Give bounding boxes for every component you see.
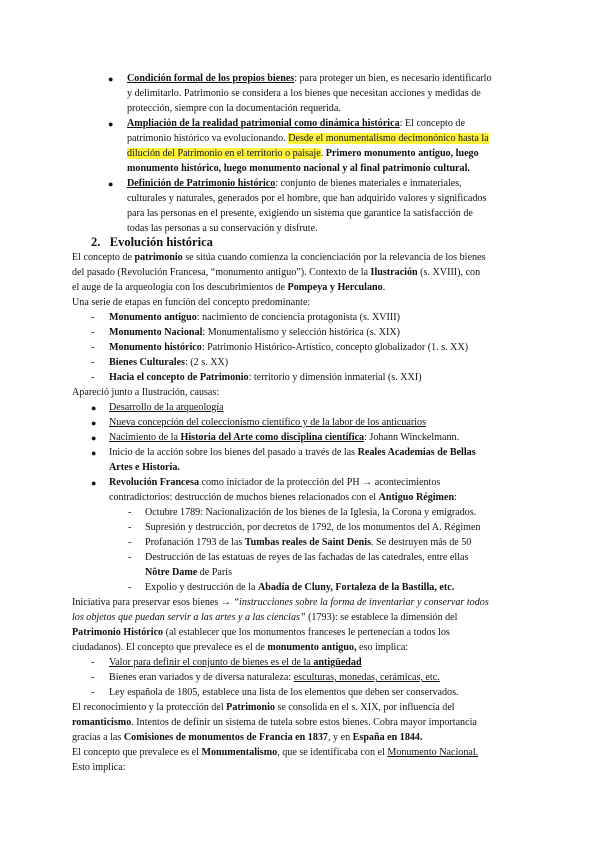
text: como iniciador de la protección del PH → acontecimientos — [199, 477, 441, 488]
list-item — [109, 340, 468, 355]
dash-marker: - — [91, 657, 95, 668]
dash-marker: - — [91, 372, 95, 383]
dash-marker: - — [91, 312, 95, 323]
text: Expolio y destrucción de la — [145, 582, 258, 593]
list-item — [109, 355, 228, 370]
text-line: Artes e Historia. — [109, 462, 180, 473]
dash-marker: - — [91, 687, 95, 698]
text: Valor para definir el conjunto de bienes es el de la — [109, 657, 314, 668]
bullet-dot: ● — [91, 478, 97, 488]
text: : Monumentalismo y selección histórica (s. XIX) — [202, 327, 401, 338]
text: esculturas, monedas, cerámicas, etc. — [293, 672, 440, 683]
bullet-dot: ● — [108, 119, 114, 129]
text-line: Una serie de etapas en función del concepto predominante: — [72, 297, 311, 308]
text: se consolida en el s. XIX, por influencia del — [274, 702, 455, 713]
bullet-dot: ● — [91, 403, 97, 413]
text: del pasado (Revolución Francesa, “monumento antiguo”). Contexto de la — [72, 267, 371, 278]
highlighted-text: dilución del Patrimonio en el territorio o paisaje — [127, 148, 321, 159]
list-item: Octubre 1789: Nacionalización de los bienes de la Iglesia, la Corona y emigrados. — [145, 507, 477, 518]
text-line: culturales y naturales, generados por el hombre, que han adquirido valores y significados — [127, 193, 487, 204]
text: : El concepto de — [399, 118, 465, 129]
text: : Patrimonio Histórico-Artístico, concepto globalizador (1. s. XX) — [201, 342, 469, 353]
text: Profanación 1793 de las — [145, 537, 245, 548]
text: , y en — [327, 732, 353, 743]
text: . Se destruyen más de 50 — [371, 537, 472, 548]
dash-marker: - — [128, 582, 132, 593]
text: : territorio y dimensión inmaterial (s. XXI) — [248, 372, 422, 383]
text: se sitúa cuando comienza la concienciación por la relevancia de los bienes — [182, 252, 486, 263]
text-line — [72, 595, 489, 610]
text: : nacimiento de conciencia protagonista (s. XVIII) — [196, 312, 400, 323]
bold-text: Monumento antiguo — [109, 312, 197, 323]
text-line — [127, 146, 479, 161]
text: El concepto que prevalece es el — [72, 747, 202, 758]
list-item — [109, 475, 440, 490]
list-item: Destrucción de las estatuas de reyes de las fachadas de las catedrales, entre ellas — [145, 552, 469, 563]
text-line — [72, 745, 478, 760]
list-item — [109, 430, 459, 445]
dash-marker: - — [128, 552, 132, 563]
list-item — [109, 670, 440, 685]
text-line — [72, 250, 485, 265]
bold-text: Bienes Culturales — [109, 357, 185, 368]
text: : conjunto de bienes materiales e inmateriales, — [275, 178, 462, 189]
text: Bienes eran variados y de diversa naturaleza: — [109, 672, 294, 683]
bold-text: Patrimonio Histórico — [72, 627, 164, 638]
bold-text: Reales Academias de Bellas — [357, 447, 476, 458]
text-line — [72, 715, 477, 730]
text-line: Apareció junto a Ilustración, causas: — [72, 387, 220, 398]
bold-text: Revolución Francesa — [109, 477, 199, 488]
bullet-definicion — [127, 176, 462, 191]
text-line: protección, siempre con la documentación requerida. — [127, 103, 341, 114]
highlighted-text: Desde el monumentalismo decimonónico hasta la — [288, 133, 489, 144]
dash-marker: - — [91, 357, 95, 368]
text: eso implica: — [356, 642, 409, 653]
text: El concepto de — [72, 252, 135, 263]
text: Iniciativa para preservar esos bienes → — [72, 597, 234, 608]
bold-text: romanticismo — [72, 717, 132, 728]
text: de París — [197, 567, 232, 578]
list-item: Nueva concepción del coleccionismo científico y de la labor de los anticuarios — [109, 417, 426, 428]
text: . — [320, 148, 326, 159]
bold-text: Monumentalismo — [201, 747, 278, 758]
bold-text: Hacia el concepto de Patrimonio — [109, 372, 249, 383]
bullet-dot: ● — [91, 448, 97, 458]
text: : Johann Winckelmann. — [364, 432, 460, 443]
list-item: Ley española de 1805, establece una lista de los elementos que deben ser conservados. — [109, 687, 459, 698]
text: (s. XVIII), con — [417, 267, 481, 278]
bullet-dot: ● — [91, 433, 97, 443]
bold-text: Ilustración — [370, 267, 418, 278]
term-definicion: Definición de Patrimonio histórico — [127, 178, 276, 189]
bold-text: Monumento Nacional — [109, 327, 203, 338]
text: : (2 s. XX) — [184, 357, 229, 368]
bold-text: España en 1844. — [352, 732, 423, 743]
text-line: todas las personas a su conservación y disfrute. — [127, 223, 318, 234]
bold-text: Pompeya y Herculano — [287, 282, 383, 293]
bullet-dot: ● — [108, 179, 114, 189]
text: contradictorios: destrucción de muchos bienes relacionados con el — [109, 492, 379, 503]
text-line — [72, 700, 455, 715]
bold-text: Abadía de Cluny, Fortaleza de la Bastilla, etc. — [257, 582, 455, 593]
text-line — [127, 131, 489, 146]
text-line — [72, 640, 408, 655]
bold-text: antigüedad — [313, 657, 362, 668]
list-item — [109, 655, 362, 670]
text: patrimonio histórico va evolucionando. — [127, 133, 289, 144]
dash-marker: - — [128, 507, 132, 518]
text-line: para las personas en el presente, exigiendo un sistema que garantice la satisfacción de — [127, 208, 473, 219]
text: Nacimiento de la — [109, 432, 181, 443]
text: (1793): se establece la dimensión del — [305, 612, 458, 623]
text-line: y delimitarlo. Patrimonio se considera a los bienes que necesitan acciones y medidas de — [127, 88, 481, 99]
list-item — [145, 535, 471, 550]
italic-text: “instrucciones sobre la forma de inventariar y conservar todos — [233, 597, 489, 608]
bold-text: Historia del Arte como disciplina científica — [180, 432, 365, 443]
text: : — [454, 492, 457, 503]
list-item — [109, 370, 422, 385]
text: : para proteger un bien, es necesario identificarlo — [294, 73, 492, 84]
bullet-dot: ● — [108, 74, 114, 84]
list-item — [109, 310, 400, 325]
text: gracias a las — [72, 732, 124, 743]
dash-marker: - — [128, 522, 132, 533]
dash-marker: - — [91, 672, 95, 683]
text: . Intentos de definir un sistema de tutela sobre estos bienes. Cobra mayor importancia — [131, 717, 477, 728]
italic-text: los objetos que puedan servir a las artes y a las ciencias” — [72, 612, 306, 623]
text-line — [72, 610, 457, 625]
text-line — [72, 265, 480, 280]
text: el auge de la arqueología con los descubrimientos de — [72, 282, 288, 293]
bold-text: Comisiones de monumentos de Francia en 1837 — [123, 732, 328, 743]
bold-text: Monumento histórico — [109, 342, 202, 353]
text: (al establecer que los monumentos franceses le pertenecían a todos los — [163, 627, 450, 638]
bold-text: Patrimonio — [226, 702, 275, 713]
text-line — [72, 625, 450, 640]
text: , que se identificaba con el — [277, 747, 388, 758]
text: ciudadanos). El concepto que prevalece es el de — [72, 642, 268, 653]
dash-marker: - — [128, 537, 132, 548]
text-line: Esto implica: — [72, 762, 126, 773]
bold-text: Nôtre Dame — [145, 567, 198, 578]
term-ampliacion: Ampliación de la realidad patrimonial como dinámica histórica — [127, 118, 400, 129]
bold-text: Tumbas reales de Saint Denis — [244, 537, 371, 548]
section-heading — [91, 234, 213, 250]
text: . — [382, 282, 386, 293]
dash-marker: - — [91, 342, 95, 353]
list-item — [109, 325, 400, 340]
list-item: Supresión y destrucción, por decretos de 1792, de los monumentos del A. Régimen — [145, 522, 481, 533]
list-item — [145, 580, 454, 595]
section-title: Evolución histórica — [109, 235, 213, 249]
list-item: Desarrollo de la arqueología — [109, 402, 224, 413]
term-condicion-formal: Condición formal de los propios bienes — [127, 73, 295, 84]
text: Monumento Nacional. — [387, 747, 479, 758]
text-line — [72, 280, 385, 295]
dash-marker: - — [91, 327, 95, 338]
list-item — [109, 445, 476, 460]
bold-text: patrimonio — [134, 252, 183, 263]
bold-text: monumento antiguo, — [267, 642, 357, 653]
bullet-dot: ● — [91, 418, 97, 428]
bullet-condicion-formal — [127, 71, 492, 86]
bold-text: Primero monumento antiguo, luego — [325, 148, 479, 159]
text-line — [145, 565, 232, 580]
bold-text: Antiguo Régimen — [378, 492, 455, 503]
bullet-ampliacion — [127, 116, 465, 131]
text: Inicio de la acción sobre los bienes del pasado a través de las — [109, 447, 358, 458]
text-line: monumento histórico, luego monumento nacional y al final patrimonio cultural. — [127, 163, 470, 174]
text-line — [72, 730, 423, 745]
section-number: 2. — [91, 235, 101, 249]
text: El reconocimiento y la protección del — [72, 702, 227, 713]
text-line — [109, 490, 457, 505]
